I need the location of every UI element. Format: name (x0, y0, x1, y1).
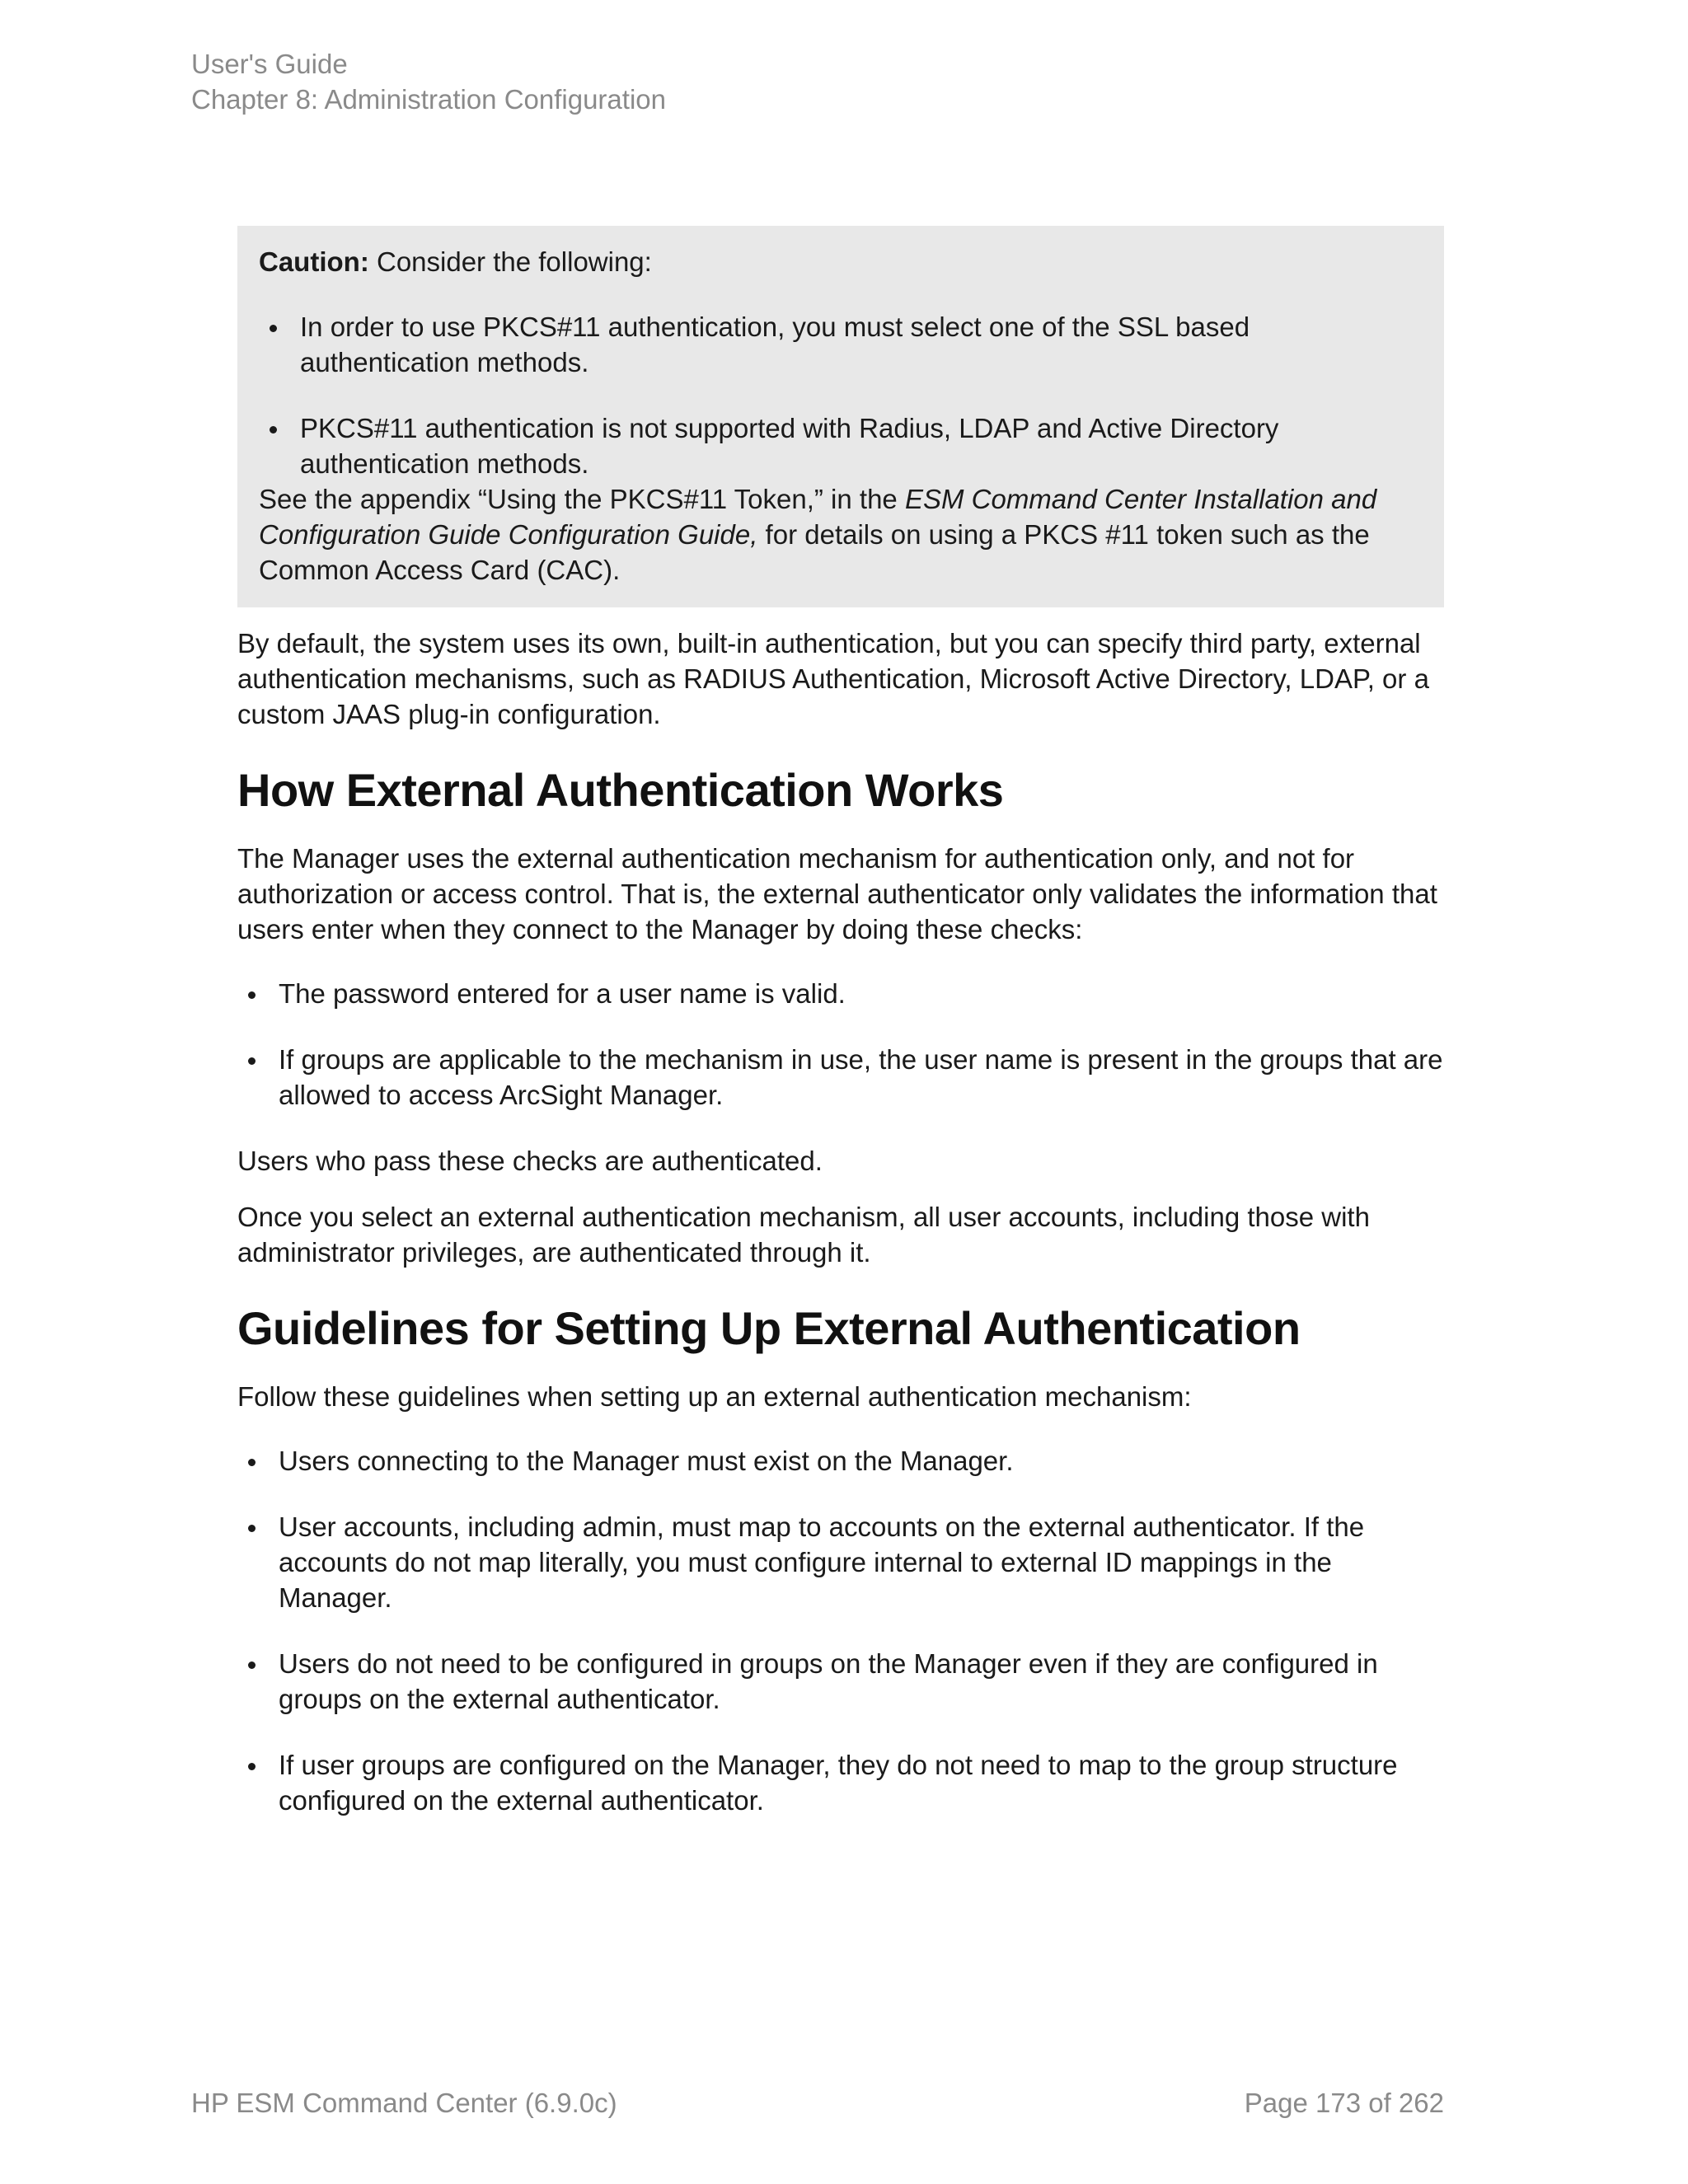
caution-see-also (259, 481, 1423, 588)
footer-page-number: Page 173 of 262 (1244, 2088, 1444, 2118)
intro-block (237, 626, 1444, 732)
section-paragraph: The Manager uses the external authentication mechanism for authentication only, and not for authorization or access control. That is, the external authenticator only validates the information that users enter when they connect to the Manager by doing these checks: (237, 843, 1437, 944)
list-item: Users connecting to the Manager must exist on the Manager. (237, 1443, 1444, 1479)
section-paragraph: Users who pass these checks are authenticated. (237, 1146, 823, 1176)
guidelines-list (237, 1443, 1444, 1818)
list-item: If user groups are configured on the Manager, they do not need to map to the group structure configured on the external authenticator. (237, 1747, 1444, 1818)
document-title: User's Guide (191, 49, 348, 79)
list-item: If groups are applicable to the mechanism in use, the user name is present in the groups that are allowed to access ArcSight Manager. (237, 1042, 1444, 1113)
footer-product: HP ESM Command Center (6.9.0c) (191, 2088, 617, 2118)
guide-reference: ESM Command Center Installation and Configuration Guide Configuration Guide, (259, 484, 1377, 550)
caution-intro (259, 244, 1423, 279)
list-item: Users do not need to be configured in groups on the Manager even if they are configured in groups on the external authenticator. (237, 1646, 1444, 1717)
section-guidelines (237, 1301, 1444, 1818)
checks-list (237, 976, 1444, 1113)
section-paragraph: Follow these guidelines when setting up an external authentication mechanism: (237, 1381, 1192, 1412)
list-item: User accounts, including admin, must map to accounts on the external authenticator. If the accounts do not map literally, you must configure internal to external ID mappings in the Manager. (237, 1509, 1444, 1615)
page-content (237, 226, 1444, 1849)
caution-item: PKCS#11 authentication is not supported with Radius, LDAP and Active Directory authentication methods. (259, 410, 1423, 481)
chapter-title: Chapter 8: Administration Configuration (191, 84, 666, 115)
section-heading: How External Authentication Works (237, 764, 1004, 816)
see-also-post: for details on using a PKCS #11 token such as the Common Access Card (CAC). (259, 519, 1370, 585)
section-heading: Guidelines for Setting Up External Authentication (237, 1302, 1301, 1354)
caution-label: Caution: (259, 246, 369, 277)
section-paragraph: Once you select an external authentication mechanism, all user accounts, including those with administrator privileges, are authenticated through it. (237, 1202, 1370, 1268)
list-item: The password entered for a user name is valid. (237, 976, 1444, 1011)
running-header (191, 46, 666, 117)
caution-item: In order to use PKCS#11 authentication, you must select one of the SSL based authentication methods. (259, 309, 1423, 380)
caution-intro-text: Consider the following: (368, 246, 652, 277)
intro-paragraph: By default, the system uses its own, built-in authentication, but you can specify third party, external authentication mechanisms, such as RADIUS Authentication, Microsoft Active Directory, LDAP, or a custom JAAS plug-in configuration. (237, 628, 1429, 729)
caution-box (237, 226, 1444, 607)
see-also-pre: See the appendix “Using the PKCS#11 Token,” in the (259, 484, 905, 514)
section-how-external-auth-works (237, 763, 1444, 1270)
caution-list (259, 309, 1423, 481)
